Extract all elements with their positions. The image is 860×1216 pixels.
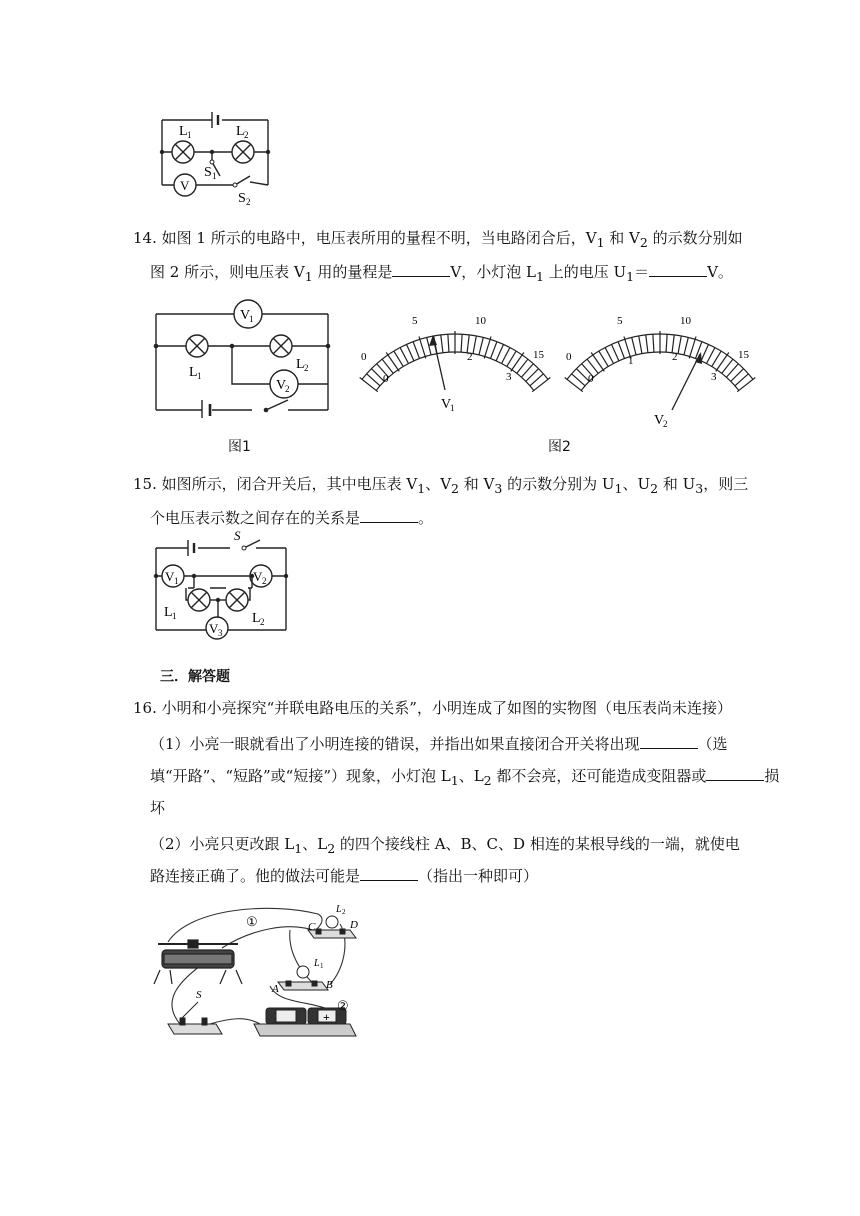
label-V2: V (253, 569, 263, 584)
terminal-C: C (308, 921, 316, 933)
meter-v2-inner-tick-3: 3 (711, 371, 717, 383)
svg-text:3: 3 (218, 628, 223, 638)
label-L2: L (252, 611, 261, 626)
q15-line1: 15. 如图所示，闭合开关后，其中电压表 $V_1$、$V_2$ 和 $V_3$ 的示数分别为 $U_1$、$U_2$ 和 $U_3$，则三 (133, 475, 749, 496)
meter-v1-inner-tick-3: 3 (506, 371, 512, 383)
label-V3: V (209, 621, 219, 636)
label-S: S (196, 989, 202, 1001)
terminal-D: D (350, 919, 358, 931)
q16-wiring-figure (150, 900, 362, 1056)
answer-blank-range[interactable] (392, 262, 450, 277)
label-V1: V (240, 308, 251, 323)
svg-text:2: 2 (262, 576, 267, 586)
meter-v1-outer-tick-5: 5 (412, 315, 418, 327)
q16-part1-line3: 坏 (150, 799, 166, 817)
svg-text:2: 2 (244, 130, 249, 140)
q16-part2-line2: 路连接正确了。他的做法可能是 （指出一种即可） (150, 867, 539, 885)
q16-part1-line2: 填“开路”、“短路”或“短接”）现象，小灯泡 $L_1$、$L_2$ 都不会亮，还可能造成变阻器或 损 (150, 767, 780, 788)
meter-v1-inner-tick-0: 0 (383, 373, 389, 385)
svg-text:1: 1 (450, 403, 455, 413)
meter-v1-outer-tick-15: 15 (533, 349, 544, 361)
svg-text:1: 1 (174, 576, 179, 586)
label-S1: S (204, 165, 212, 180)
meter-v1-outer-tick-0: 0 (361, 351, 367, 363)
q16-number: 16. (133, 699, 157, 717)
q15-line2: 个电压表示数之间存在的关系是 。 (150, 509, 434, 527)
voltmeter-label: V (180, 178, 190, 193)
svg-text:2: 2 (285, 384, 290, 394)
label-L1: L (179, 124, 188, 139)
wire-1-label: ① (246, 914, 258, 929)
q14-figure1-circuit (148, 296, 338, 418)
meter-v2-inner-tick-1: 1 (628, 355, 634, 367)
terminal-B: B (326, 979, 333, 991)
label-S2: S (238, 191, 246, 206)
svg-text:2: 2 (663, 419, 668, 428)
label-L1: L (314, 958, 320, 969)
label-S: S (234, 528, 241, 543)
svg-text:1: 1 (197, 371, 202, 381)
label-L2: L (296, 357, 305, 372)
q14-number: 14. (133, 229, 157, 247)
answer-blank-voltage[interactable] (649, 262, 707, 277)
terminal-A: A (272, 983, 279, 995)
meter-v2-outer-tick-0: 0 (566, 351, 572, 363)
meter-v2-outer-tick-15: 15 (738, 349, 749, 361)
svg-text:2: 2 (342, 908, 346, 916)
meter-v1-outer-tick-10: 10 (475, 315, 486, 327)
answer-blank-damage[interactable] (706, 766, 764, 781)
svg-text:1: 1 (187, 130, 192, 140)
answer-blank-method[interactable] (360, 866, 418, 881)
q14-line2: 图 2 所示，则电压表 $V_1$ 用的量程是 V，小灯泡 $L_1$ 上的电压 $U_1= V$。 (150, 263, 733, 284)
section-title: 三．解答题 (160, 669, 230, 685)
q16-intro: 16. 小明和小亮探究“并联电路电压的关系”，小明连成了如图的实物图（电压表尚未连接） (133, 699, 732, 717)
q15-circuit-diagram (148, 528, 296, 644)
label-L2: L (236, 124, 245, 139)
meter-v1-inner-tick-2: 2 (467, 351, 473, 363)
svg-text:1: 1 (249, 314, 254, 324)
q15-number: 15. (133, 475, 157, 493)
label-V2: V (276, 378, 287, 393)
answer-blank-phenomenon[interactable] (640, 734, 698, 749)
svg-text:2: 2 (246, 197, 251, 207)
label-L2: L (336, 904, 342, 915)
rheostat (154, 940, 242, 984)
meter-v2-inner-tick-2: 2 (672, 351, 678, 363)
wire-2-label: ② (337, 998, 349, 1013)
meter-v2-outer-tick-10: 10 (680, 315, 691, 327)
meter-v2-label: V (654, 413, 665, 428)
meter-v1 (355, 302, 555, 416)
svg-text:1: 1 (320, 962, 324, 970)
label-L1: L (189, 365, 198, 380)
battery-plus-sign: + (323, 1010, 330, 1024)
label-L1: L (164, 605, 173, 620)
meter-v1-label: V (441, 397, 452, 412)
svg-text:2: 2 (304, 363, 309, 373)
q13-circuit-diagram (150, 100, 280, 210)
answer-blank-relation[interactable] (360, 508, 418, 523)
meter-v2-outer-tick-5: 5 (617, 315, 623, 327)
svg-text:1: 1 (212, 171, 217, 181)
q16-part2-line1: （2）小亮只更改跟 $L_1$、$L_2$ 的四个接线柱 A、B、C、D 相连的某根导线的一端，就使电 (150, 835, 740, 856)
svg-text:2: 2 (260, 617, 265, 627)
q14-line1: 14. 如图 1 所示的电路中，电压表所用的量程不明，当电路闭合后，$V_1$ 和 $V_2$ 的示数分别如 (133, 229, 743, 250)
meter-v2-inner-tick-0: 0 (588, 373, 594, 385)
svg-text:1: 1 (172, 611, 177, 621)
figure2-caption: 图2 (548, 439, 571, 455)
meter-v2 (560, 302, 760, 428)
q16-part1-line1: （1）小亮一眼就看出了小明连接的错误，并指出如果直接闭合开关将出现 （选 (150, 735, 728, 753)
figure1-caption: 图1 (228, 439, 251, 455)
label-V1: V (165, 569, 175, 584)
